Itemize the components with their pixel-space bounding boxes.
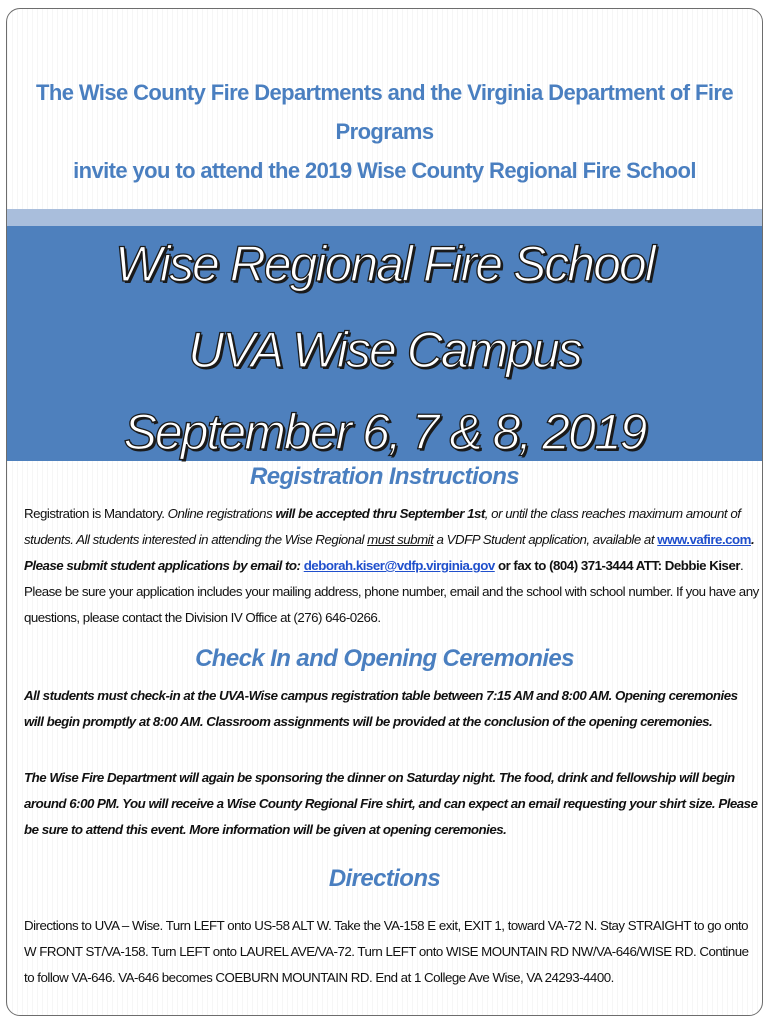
registration-paragraph	[24, 501, 759, 631]
dinner-paragraph: The Wise Fire Department will again be sponsoring the dinner on Saturday night. The food, drink and fellowship will begin around 6:00 PM. You will receive a Wise County Regional Fire shirt, and can expect an email requesting your shirt size. Please be sure to attend this event. More information will be given at opening ceremonies.	[24, 770, 758, 837]
flyer-page	[6, 8, 763, 1016]
reg-text-9: or fax to (804) 371-3444 ATT: Debbie Kiser	[494, 558, 741, 573]
intro-line-2: invite you to attend the 2019 Wise County Regional Fire School	[73, 158, 696, 183]
directions-heading: Directions	[328, 865, 441, 892]
banner-accent-strip	[7, 209, 762, 226]
directions-paragraph: Directions to UVA – Wise. Turn LEFT onto US-58 ALT W. Take the VA-158 E exit, EXIT 1, toward VA-72 N. Stay STRAIGHT to go onto W FRONT ST/VA-158. Turn LEFT onto LAUREL AVE/VA-72. Turn LEFT onto WISE MOUNTAIN RD NW/VA-646/WISE RD. Continue to follow VA-646. VA-646 becomes COEBURN MOUNTAIN RD. End at 1 College Ave Wise, VA 24293-4400.	[24, 918, 749, 985]
intro-line-1: The Wise County Fire Departments and the Virginia Department of Fire Programs	[36, 80, 733, 144]
checkin-heading: Check In and Opening Ceremonies	[195, 645, 574, 672]
reg-text-1: Registration is Mandatory.	[24, 506, 168, 521]
banner-dates: September 6, 7 & 8, 2019	[123, 404, 646, 460]
reg-text-2: Online registrations	[167, 506, 276, 521]
title-banner	[7, 226, 762, 461]
banner-school-name: Wise Regional Fire School	[115, 236, 654, 292]
registration-heading: Registration Instructions	[249, 463, 520, 490]
reg-text-10: . Please be sure your application includes your mailing address, phone number, email and the school with school number. If you have any questions, please contact the Division IV Office at (276) 646-0266.	[24, 558, 759, 625]
reg-text-7: .	[750, 532, 755, 547]
reg-text-6: a VDFP Student application, available at	[433, 532, 658, 547]
reg-text-5: must submit	[367, 532, 434, 547]
reg-text-4: , or until the class reaches maximum amount of students. All students interested in attending the Wise Regional	[24, 506, 741, 547]
banner-campus: UVA Wise Campus	[188, 322, 581, 378]
checkin-paragraph: All students must check-in at the UVA-Wise campus registration table between 7:15 AM and 8:00 AM. Opening ceremonies will begin promptly at 8:00 AM. Classroom assignments will be provided at the conclusion of the opening ceremonies.	[24, 688, 738, 729]
email-link[interactable]: deborah.kiser@vdfp.virginia.gov	[303, 558, 495, 573]
reg-text-3: will be accepted thru September 1st	[275, 506, 485, 521]
reg-text-8: Please submit student applications by email to:	[24, 558, 304, 573]
vafire-link[interactable]: www.vafire.com	[657, 532, 751, 547]
intro-text	[7, 73, 762, 190]
